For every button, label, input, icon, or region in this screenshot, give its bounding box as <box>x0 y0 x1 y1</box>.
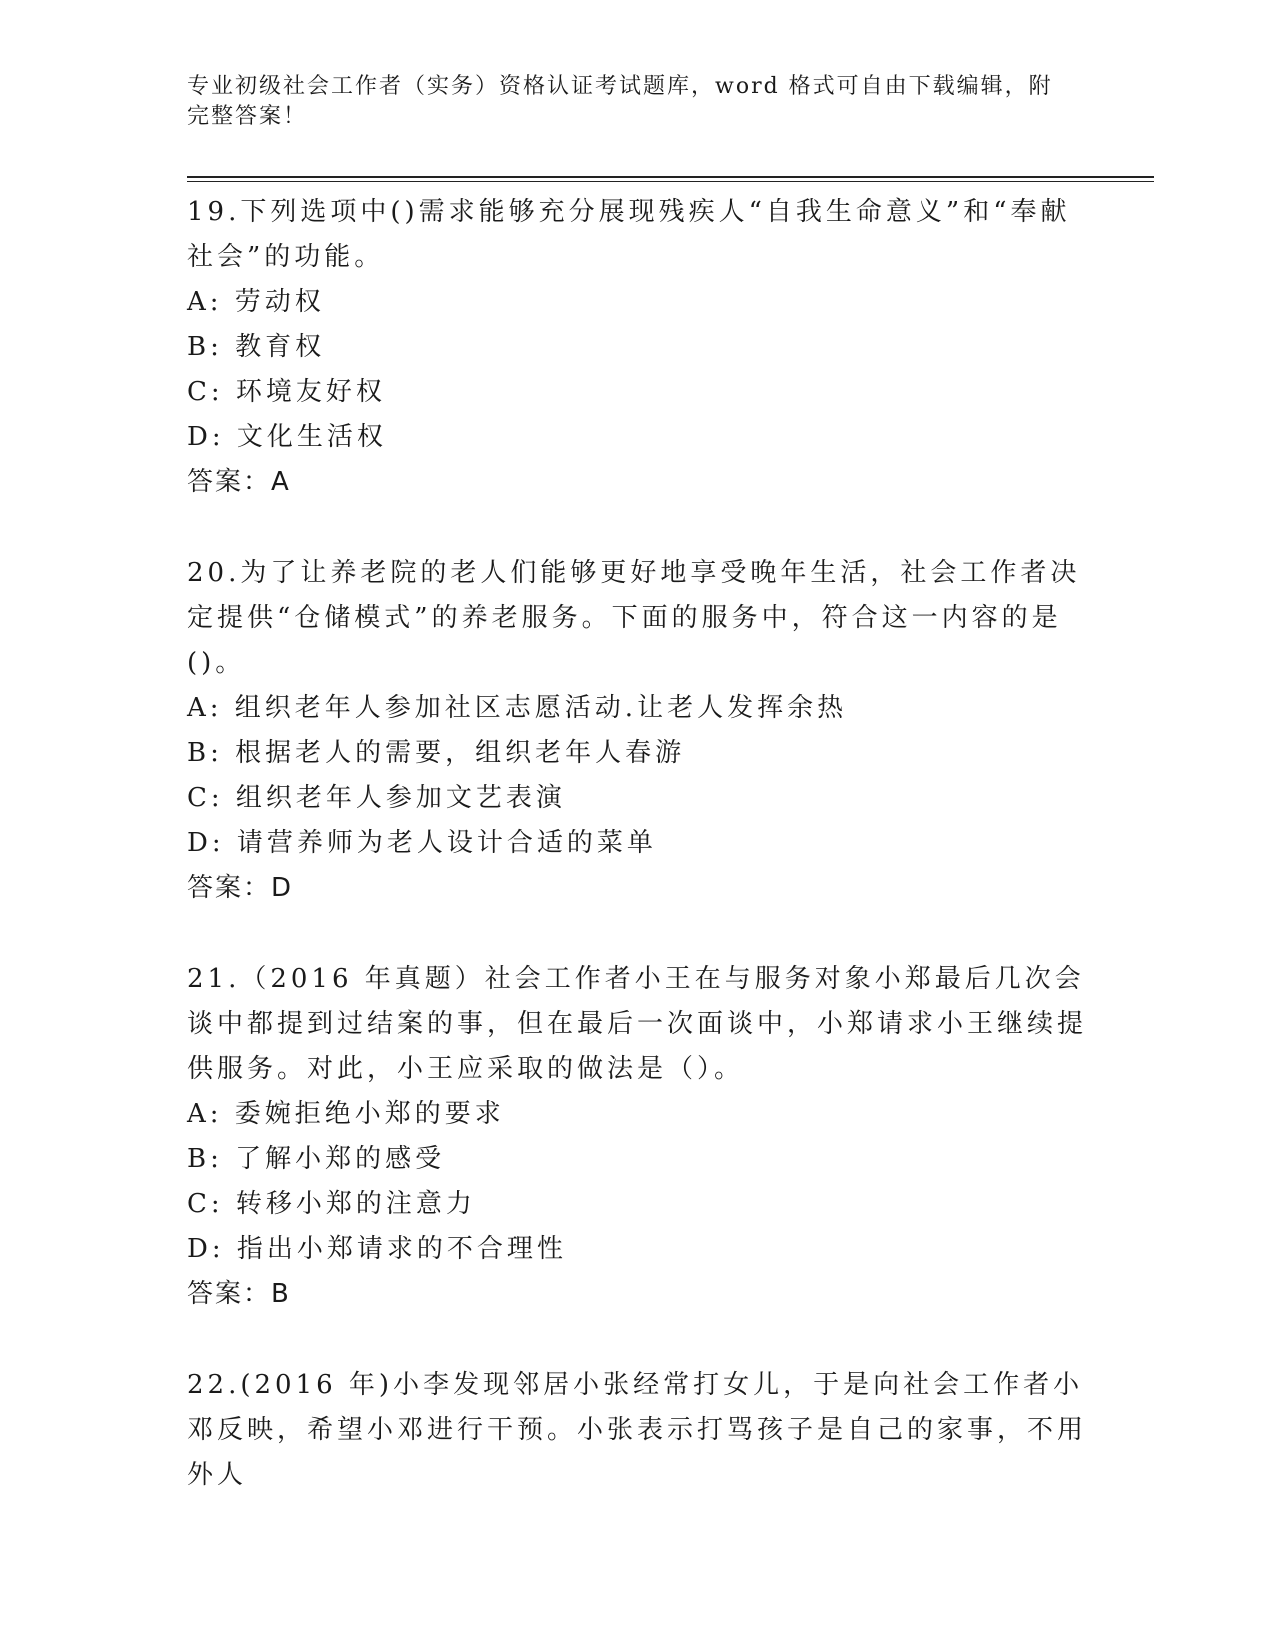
option-b: B: 了解小郑的感受 <box>187 1144 446 1174</box>
option-b: B: 教育权 <box>187 332 326 362</box>
document-header: 专业初级社会工作者（实务）资格认证考试题库，word 格式可自由下载编辑，附完整答案！ <box>187 74 1053 129</box>
question-22 <box>187 1363 1087 1498</box>
question-19 <box>187 190 1087 505</box>
option-c: C: 环境友好权 <box>187 377 386 407</box>
question-stem: 19.下列选项中()需求能够充分展现残疾人“自我生命意义”和“奉献社会”的功能。 <box>187 197 1071 272</box>
option-a: A: 委婉拒绝小郑的要求 <box>187 1099 505 1129</box>
header-divider <box>187 176 1154 178</box>
option-b: B: 根据老人的需要，组织老年人春游 <box>187 738 686 768</box>
option-d: D: 指出小郑请求的不合理性 <box>187 1234 567 1264</box>
answer-line: 答案：D <box>187 873 294 903</box>
question-stem: 21.（2016 年真题）社会工作者小王在与服务对象小郑最后几次会谈中都提到过结案的事，但在最后一次面谈中，小郑请求小王继续提供服务。对此，小王应采取的做法是（）。 <box>187 964 1088 1084</box>
question-stem: 20.为了让养老院的老人们能够更好地享受晚年生活，社会工作者决定提供“仓储模式”的养老服务。下面的服务中，符合这一内容的是()。 <box>187 558 1081 678</box>
option-d: D: 文化生活权 <box>187 422 387 452</box>
question-list <box>187 190 1087 1498</box>
question-21 <box>187 957 1087 1317</box>
option-d: D: 请营养师为老人设计合适的菜单 <box>187 828 657 858</box>
header-divider-thin <box>187 181 1154 182</box>
option-a: A: 劳动权 <box>187 287 325 317</box>
answer-line: 答案：B <box>187 1279 291 1309</box>
question-20 <box>187 551 1087 911</box>
answer-line: 答案：A <box>187 467 291 497</box>
question-stem: 22.(2016 年)小李发现邻居小张经常打女儿，于是向社会工作者小邓反映，希望小邓进行干预。小张表示打骂孩子是自己的家事，不用外人 <box>187 1370 1088 1490</box>
option-a: A: 组织老年人参加社区志愿活动.让老人发挥余热 <box>187 693 848 723</box>
option-c: C: 组织老年人参加文艺表演 <box>187 783 566 813</box>
option-c: C: 转移小郑的注意力 <box>187 1189 476 1219</box>
